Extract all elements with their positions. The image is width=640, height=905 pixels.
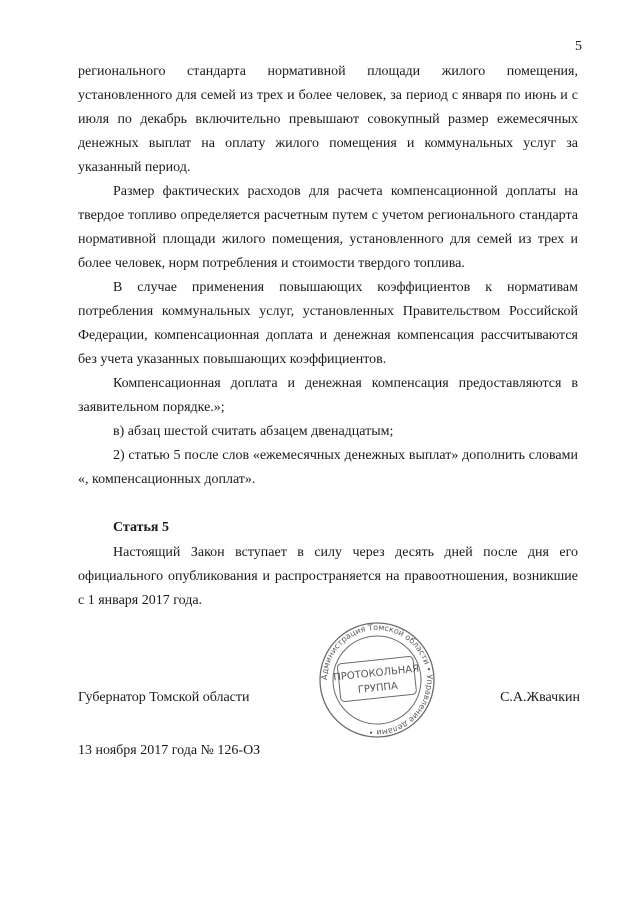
page-number: 5 bbox=[575, 39, 582, 54]
paragraph-coefficients: В случае применения повышающих коэффициентов к нормативам потребления коммунальных услуг, установленных Правительством Российской Федерации, компенсационная доплата и денежная компенсация рассчитываются без учета указанных повышающих коэффициентов. bbox=[78, 280, 578, 367]
paragraph-application: Компенсационная доплата и денежная компенсация предоставляются в заявительном порядке.»; bbox=[78, 376, 578, 415]
protocol-group-stamp bbox=[310, 620, 445, 740]
article-heading: Статья 5 bbox=[113, 520, 169, 535]
stamp-outer-text: Администрация Томской области • Управление делами • bbox=[319, 622, 435, 738]
article-text: Настоящий Закон вступает в силу через десять дней после дня его официального опубликования и распространяется на правоотношения, возникшие с 1 января 2017 года. bbox=[78, 545, 578, 608]
signature-name: С.А.Жвачкин bbox=[500, 690, 580, 705]
paragraph-continuation: регионального стандарта нормативной площади жилого помещения, установленного для семей из трех и более человек, за период с января по июнь и с июля по декабрь включительно превышают совокупный размер ежемесячных денежных выплат на оплату жилого помещения и коммунальных услуг за указанный период. bbox=[78, 64, 578, 175]
stamp-inner-line-1: ПРОТОКОЛЬНАЯ bbox=[332, 663, 420, 684]
date-line: 13 ноября 2017 года № 126-ОЗ bbox=[78, 743, 261, 758]
stamp-inner-line-2: ГРУППА bbox=[357, 680, 399, 697]
signature-position: Губернатор Томской области bbox=[78, 690, 250, 705]
paragraph-item-2: 2) статью 5 после слов «ежемесячных денежных выплат» дополнить словами «, компенсационных доплат». bbox=[78, 448, 578, 487]
paragraph-item-v: в) абзац шестой считать абзацем двенадцатым; bbox=[113, 424, 394, 439]
paragraph-solid-fuel: Размер фактических расходов для расчета компенсационной доплаты на твердое топливо определяется расчетным путем с учетом регионального стандарта нормативной площади жилого помещения, установленного для семей из трех и более человек, норм потребления и стоимости твердого топлива. bbox=[78, 184, 578, 271]
